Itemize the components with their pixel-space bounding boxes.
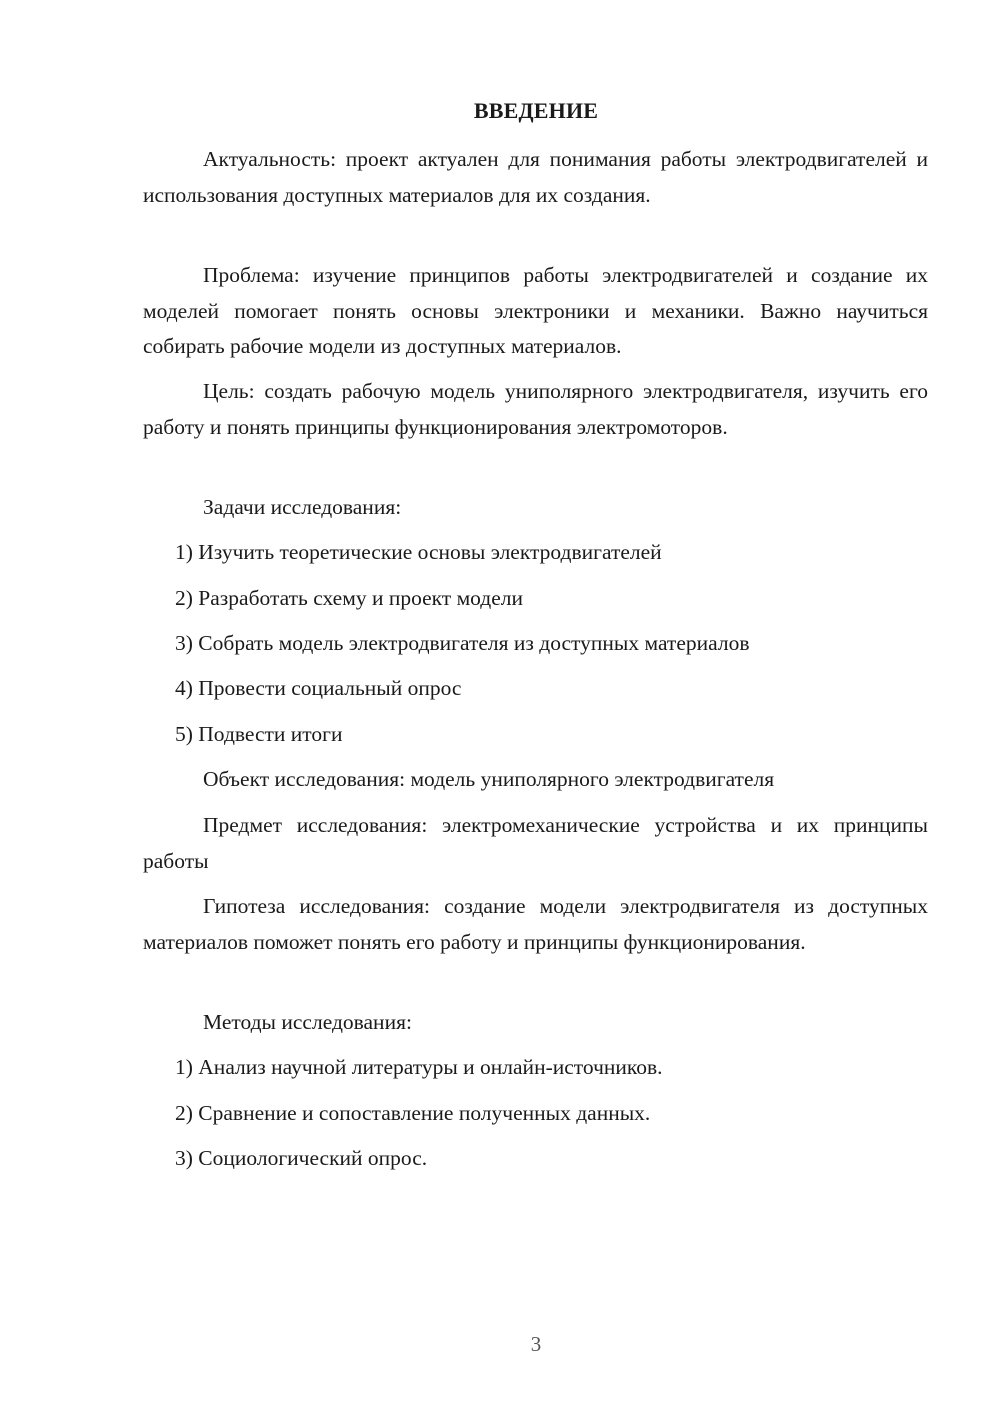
subject-paragraph: Предмет исследования: электромеханические устройства и их принципы работы — [143, 813, 928, 873]
method-item: 2) Сравнение и сопоставление полученных данных. — [175, 1101, 651, 1125]
method-item: 3) Социологический опрос. — [175, 1146, 428, 1170]
task-item: 1) Изучить теоретические основы электродвигателей — [175, 540, 662, 564]
task-item: 2) Разработать схему и проект модели — [175, 586, 524, 610]
hypothesis-paragraph: Гипотеза исследования: создание модели электродвигателя из доступных материалов поможет понять его работу и принципы функционирования. — [143, 894, 928, 954]
problem-paragraph: Проблема: изучение принципов работы электродвигателей и создание их моделей помогает понять основы электроники и механики. Важно научиться собирать рабочие модели из доступных материалов. — [143, 263, 928, 358]
tasks-heading: Задачи исследования: — [203, 495, 402, 519]
page-number: 3 — [530, 1332, 542, 1356]
goal-paragraph: Цель: создать рабочую модель униполярного электродвигателя, изучить его работу и понять принципы функционирования электромоторов. — [143, 379, 928, 439]
task-item: 5) Подвести итоги — [175, 722, 343, 746]
page-title: ВВЕДЕНИЕ — [473, 98, 599, 123]
method-item: 1) Анализ научной литературы и онлайн-источников. — [175, 1055, 663, 1079]
task-item: 4) Провести социальный опрос — [175, 676, 462, 700]
object-line: Объект исследования: модель униполярного электродвигателя — [203, 767, 775, 791]
task-item: 3) Собрать модель электродвигателя из доступных материалов — [175, 631, 750, 655]
methods-heading: Методы исследования: — [203, 1010, 412, 1034]
relevance-paragraph: Актуальность: проект актуален для понимания работы электродвигателей и использования доступных материалов для их создания. — [143, 147, 928, 207]
